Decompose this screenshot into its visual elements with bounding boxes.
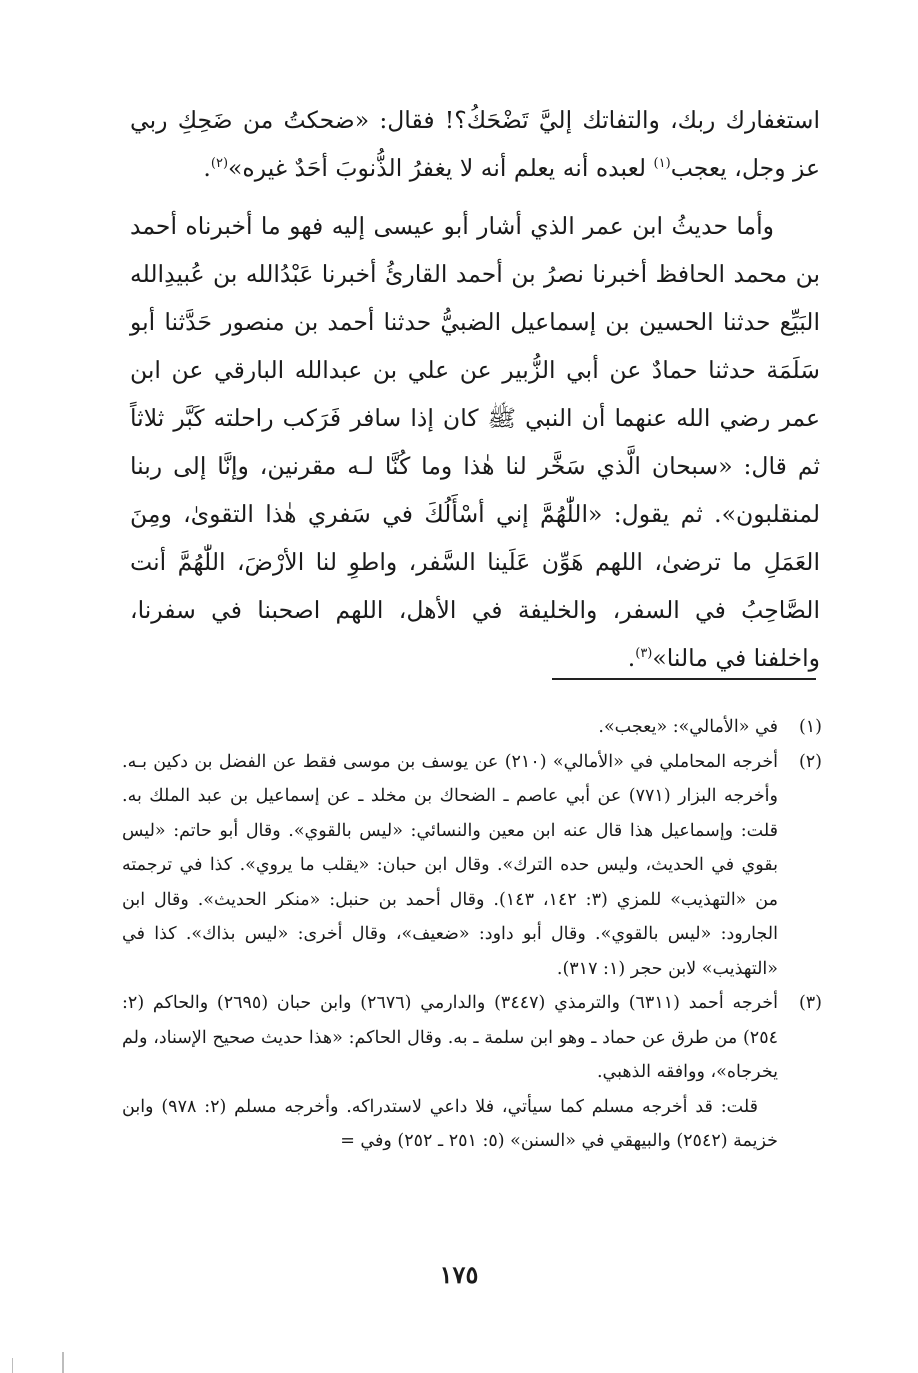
footnote-2 [122, 745, 822, 987]
footnote-1 [122, 710, 822, 745]
footnote-number: (٣) [798, 993, 822, 1013]
paragraph-2-text-b: . [627, 644, 636, 672]
footnote-3 [122, 986, 822, 1159]
paragraph-2-text-a: وأما حديثُ ابن عمر الذي أشار أبو عيسى إليه فهو ما أخبرناه أحمد بن محمد الحافظ أخبرنا نصرُ بن أحمد القارئُ أخبرنا عَبْدُالله بن عُبيدِالله البَيِّع حدثنا الحسين بن إسماعيل الضبيُّ حدثنا أحمد بن منصور حَدَّثنا أبو سَلَمَة حدثنا حمادٌ عن أبي الزُّبير عن علي بن عبدالله البارقي عن ابن عمر رضي الله عنهما أن النبي ﷺ كان إذا سافر فَرَكب راحلته كَبَّر ثلاثاً ثم قال: «سبحان الَّذي سَخَّر لنا هٰذا وما كُنَّا لـه مقرنين، وإنَّا إلى ربنا لمنقلبون». ثم يقول: «اللّٰهُمَّ إني أسْأَلُكَ في سَفري هٰذا التقوىٰ، ومِنَ العَمَلِ ما ترضىٰ، اللهم هَوِّن عَلَينا السَّفر، واطوِ لنا الأرْضَ، اللّٰهُمَّ أنت الصَّاحِبُ في السفر، والخليفة في الأهل، اللهم اصحبنا في سفرنا، واخلفنا في مالنا» [130, 212, 820, 672]
scan-artifact-mark [12, 1358, 13, 1373]
main-text [130, 96, 820, 682]
footnote-ref-3: (٣) [635, 646, 653, 662]
footnote-text: أخرجه المحاملي في «الأمالي» (٢١٠) عن يوسف بن موسى فقط عن الفضل بن دكين بـه. وأخرجه البزار (٧٧١) عن أبي عاصم ـ الضحاك بن مخلد ـ عن إسماعيل بن عبد الملك به. قلت: وإسماعيل هذا قال عنه ابن معين والنسائي: «ليس بالقوي». وقال أبو حاتم: «ليس بقوي في الحديث، وليس حده الترك». وقال ابن حبان: «يقلب ما يروي». كذا في ترجمته من «التهذيب» للمزي (٣: ١٤٢، ١٤٣). وقال أحمد بن حنبل: «منكر الحديث». وقال ابن الجارود: «ليس بالقوي». وقال أبو داود: «ضعيف»، وقال أخرى: «ليس بذاك». كذا في «التهذيب» لابن حجر (١: ٣١٧). [122, 751, 779, 979]
footnote-number: (٢) [798, 751, 822, 772]
paragraph-1-text-c: . [203, 154, 211, 182]
footnote-continuation: قلت: قد أخرجه مسلم كما سيأتي، فلا داعي لاستدراكه. وأخرجه مسلم (٢: ٩٧٨) وابن خزيمة (٢٥٤٢) والبيهقي في «السنن» (٥: ٢٥١ ـ ٢٥٢) وفي = [122, 1096, 778, 1151]
paragraph-2 [130, 202, 820, 682]
footnote-ref-2: (٢) [210, 156, 229, 172]
footnote-separator [552, 678, 816, 680]
footnotes [122, 710, 822, 1159]
scan-artifact-mark [62, 1352, 64, 1373]
footnote-ref-1: (١) [653, 156, 671, 172]
footnote-text: أخرجه أحمد (٦٣١١) والترمذي (٣٤٤٧) والدارمي (٢٦٧٦) وابن حبان (٢٦٩٥) والحاكم (٢: ٢٥٤) من طرق عن حماد ـ وهو ابن سلمة ـ به. وقال الحاكم: «هذا حديث صحيح الإسناد، ولم يخرجاه»، ووافقه الذهبي. [122, 993, 778, 1082]
footnote-number: (١) [798, 717, 822, 737]
page-number: ١٧٥ [439, 1260, 479, 1289]
paragraph-1 [130, 96, 820, 192]
paragraph-1-text-a: استغفارك ربك، والتفاتك إليَّ تَضْحَكُ؟! فقال: «ضحكتُ من ضَحِكِ ربي عز وجل، يعجب [130, 106, 820, 182]
paragraph-1-text-b: لعبده أنه يعلم أنه لا يغفرُ الذُّنوبَ أحَدٌ غيره» [228, 154, 654, 182]
footnote-text: في «الأمالي»: «يعجب». [598, 717, 778, 737]
